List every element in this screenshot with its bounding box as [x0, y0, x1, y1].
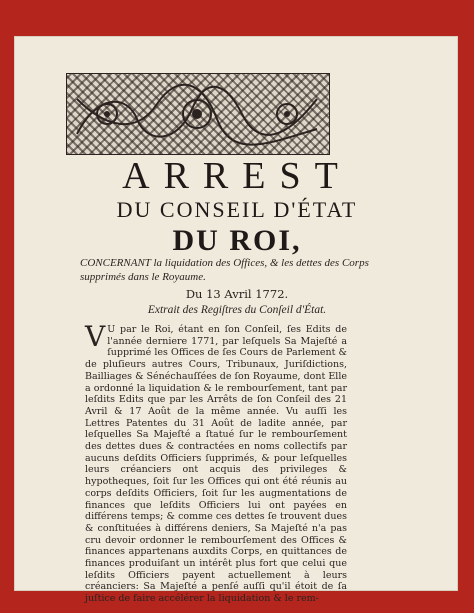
- document-subtitle: DU CONSEIL D'ÉTAT: [116, 197, 358, 222]
- document-extract-line: Extrait des Regiſtres du Conſeil d'État.: [147, 304, 327, 316]
- document-date: Du 13 Avril 1772.: [185, 287, 289, 301]
- document-subject: CONCERNANT la liquidation des Offices, & les dettes des Corps supprimés dans le Royaume.: [80, 257, 369, 283]
- document-title: ARREST: [122, 155, 352, 197]
- document-subtitle-2: DU ROI,: [172, 224, 302, 257]
- body-text: U par le Roi, étant en ſon Conſeil, ſes Edits de l'année derniere 1771, par leſquels Sa Majeſté a ſupprimé les Offices de ſes Cours de Parlement & de pluſieurs autres Cours, Tribunaux, Juriſdictions, Bailliages & Sénéchauſſées de ſon Royaume, dont Elle a ordonné la liquidation & le rembourſement, tant par leſdits Edits que par les Arrêts de ſon Conſeil des 21 Avril & 17 Août de la même année. Vu auſſi les Lettres Patentes du 31 Août de ladite année, par leſquelles Sa Majeſté a ſtatué ſur le rembourſement des dettes dues & contractées en noms collectifs par aucuns deſdits Officiers ſupprimés, & pour leſquelles leurs créanciers ont acquis des privileges & hypotheques, ſoit ſur les Offices qui ont été réunis au corps deſdits Officiers, ſoit ſur les augmentations de finances que leſdits Officiers lui ont payées en différens temps; & comme ces dettes ſe trouvent dues & conſtituées à différens deniers, Sa Majeſté n'a pas cru devoir ordonner le rembourſement des Offices & finances appartenans auxdits Corps, en quittances de finances produiſant un intérêt plus fort que celui que leſdits Officiers payent actuellement à leurs créanciers: Sa Majeſté a penſé auſſi qu'il étoit de ſa juſtice de faire accélérer la liquidation & le rem-: [85, 324, 347, 605]
- document-body: [85, 320, 347, 605]
- ornamental-header-band: [66, 73, 330, 155]
- ornament-icon: [67, 74, 329, 154]
- body-dropcap: V: [85, 320, 106, 353]
